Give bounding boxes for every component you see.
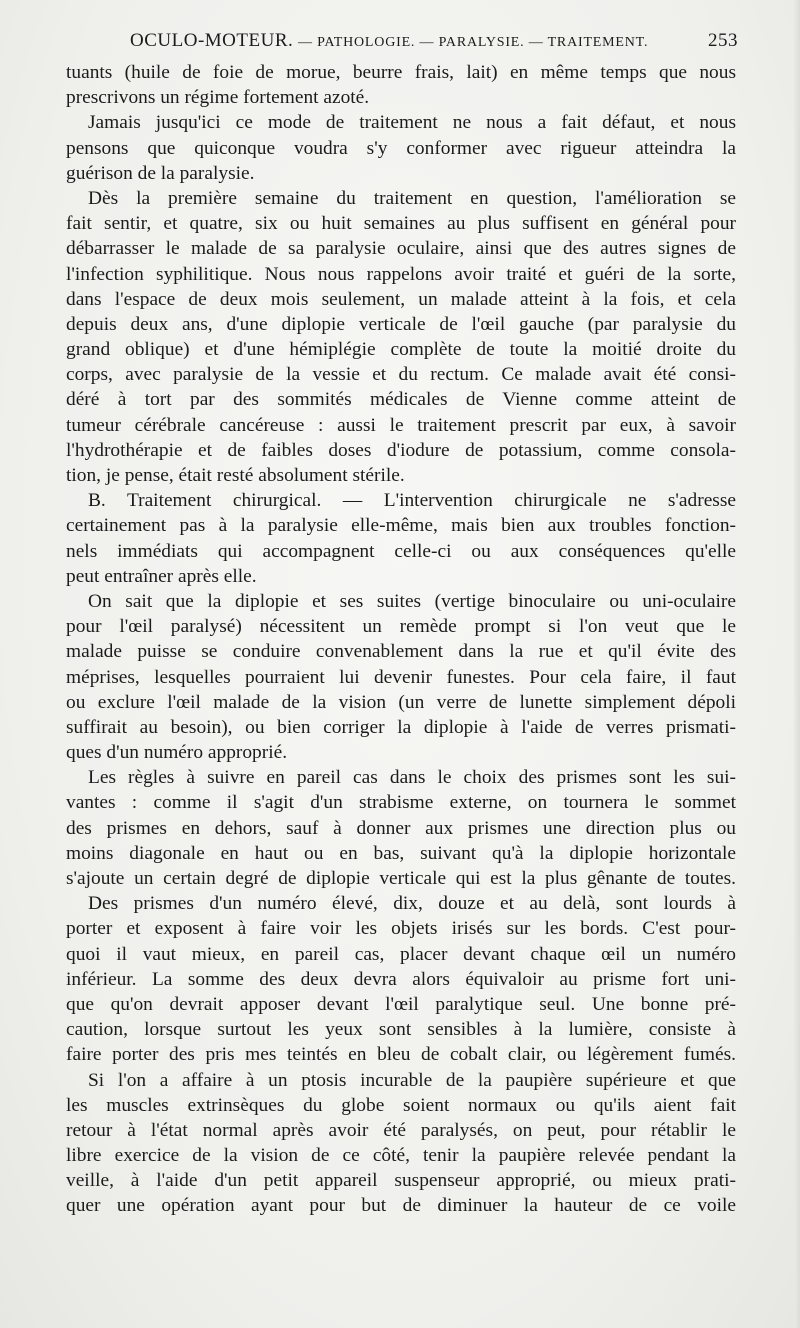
text-line: grand oblique) et d'une hémiplégie complète de toute la moitié droite du xyxy=(66,339,736,361)
text-line: débarrasser le malade de sa paralysie oculaire, ainsi que des autres signes de xyxy=(66,238,736,260)
text-line: peut entraîner après elle. xyxy=(66,565,257,587)
text-line: s'ajoute un certain degré de diplopie verticale qui est la plus gênante de toutes. xyxy=(66,868,736,889)
text-line: Si l'on a affaire à un ptosis incurable de la paupière supérieure et que xyxy=(88,1069,736,1091)
text-line: l'infection syphilitique. Nous nous rappelons avoir traité et guéri de la sorte, xyxy=(66,263,736,285)
text-line: des prismes en dehors, sauf à donner aux prismes une direction plus ou xyxy=(66,817,736,839)
text-line: tumeur cérébrale cancéreuse : aussi le traitement prescrit par eux, à savoir xyxy=(66,414,736,436)
text-line: On sait que la diplopie et ses suites (vertige binoculaire ou uni-oculaire xyxy=(88,590,736,612)
header-sections: — PATHOLOGIE. — PARALYSIE. — TRAITEMENT. xyxy=(298,35,649,50)
text-line: certainement pas à la paralysie elle-même, mais bien aux troubles fonction- xyxy=(66,515,736,537)
text-line: corps, avec paralysie de la vessie et du rectum. Ce malade avait été consi- xyxy=(66,364,736,386)
text-line: vantes : comme il s'agit d'un strabisme externe, on tournera le sommet xyxy=(66,792,736,814)
text-line: B. Traitement chirurgical. — L'intervention chirurgicale ne s'adresse xyxy=(88,490,736,512)
text-line: ques d'un numéro approprié. xyxy=(66,742,288,764)
text-line: déré à tort par des sommités médicales de Vienne comme atteint de xyxy=(66,389,736,411)
text-line: faire porter des pris mes teintés en bleu de cobalt clair, ou légèrement fumés. xyxy=(66,1044,736,1066)
page-number: 253 xyxy=(708,30,738,51)
text-line: depuis deux ans, d'une diplopie verticale de l'œil gauche (par paralysie du xyxy=(66,313,736,335)
text-line: Dès la première semaine du traitement en question, l'amélioration se xyxy=(88,187,736,209)
text-line: malade puisse se conduire convenablement dans la rue et qu'il évite des xyxy=(66,641,736,663)
text-line: Les règles à suivre en pareil cas dans le choix des prismes sont les sui- xyxy=(88,767,736,789)
text-line: l'hydrothérapie et de faibles doses d'iodure de potassium, comme consola- xyxy=(66,439,736,461)
text-line: libre exercice de la vision de ce côté, tenir la paupière relevée pendant la xyxy=(66,1145,736,1167)
text-line: tuants (huile de foie de morue, beurre frais, lait) en même temps que nous xyxy=(66,62,736,83)
text-line: Jamais jusqu'ici ce mode de traitement ne nous a fait défaut, et nous xyxy=(88,112,736,134)
text-line: Des prismes d'un numéro élevé, dix, douze et au delà, sont lourds à xyxy=(88,893,736,915)
text-line: nels immédiats qui accompagnent celle-ci ou aux conséquences qu'elle xyxy=(66,540,736,562)
text-line: tion, je pense, était resté absolument stérile. xyxy=(66,465,405,486)
text-line: caution, lorsque surtout les yeux sont sensibles à la lumière, consiste à xyxy=(66,1019,736,1041)
text-line: suffirait au besoin), ou bien corriger la diplopie à l'aide de verres prismati- xyxy=(66,716,736,738)
text-line: retour à l'état normal après avoir été paralysés, on peut, pour rétablir le xyxy=(66,1119,736,1141)
text-line: pour l'œil paralysé) nécessitent un remède prompt si l'on veut que le xyxy=(66,616,736,638)
text-line: quer une opération ayant pour but de diminuer la hauteur de ce voile xyxy=(66,1195,736,1217)
text-line: dans l'espace de deux mois seulement, un malade atteint à la fois, et cela xyxy=(66,288,736,310)
text-line: porter et exposent à faire voir les objets irisés sur les bords. C'est pour- xyxy=(66,918,736,940)
text-line: veille, à l'aide d'un petit appareil suspenseur approprié, ou mieux prati- xyxy=(66,1170,736,1192)
text-line: moins diagonale en haut ou en bas, suivant qu'à la diplopie horizontale xyxy=(66,842,736,864)
text-line: les muscles extrinsèques du globe soient normaux ou qu'ils aient fait xyxy=(66,1094,736,1116)
text-line: que qu'on devrait apposer devant l'œil paralytique seul. Une bonne pré- xyxy=(66,993,736,1015)
text-line: guérison de la paralysie. xyxy=(66,162,255,184)
header-title: OCULO-MOTEUR. xyxy=(130,30,294,51)
text-line: quoi il vaut mieux, en pareil cas, placer devant chaque œil un numéro xyxy=(66,943,736,965)
text-line: méprises, lesquelles pourraient lui devenir funestes. Pour cela faire, il faut xyxy=(66,666,736,688)
page-edge xyxy=(794,0,800,1328)
body-text xyxy=(66,60,736,1219)
running-header xyxy=(130,30,738,52)
text-line: ou exclure l'œil malade de la vision (un verre de lunette simplement dépoli xyxy=(66,691,736,713)
text-line: inférieur. La somme des deux devra alors équivaloir au prisme fort uni- xyxy=(66,968,736,990)
text-line: pensons que quiconque voudra s'y conformer avec rigueur atteindra la xyxy=(66,137,736,159)
text-line: fait sentir, et quatre, six ou huit semaines au plus suffisent en général pour xyxy=(66,213,736,235)
text-line: prescrivons un régime fortement azoté. xyxy=(66,87,370,109)
